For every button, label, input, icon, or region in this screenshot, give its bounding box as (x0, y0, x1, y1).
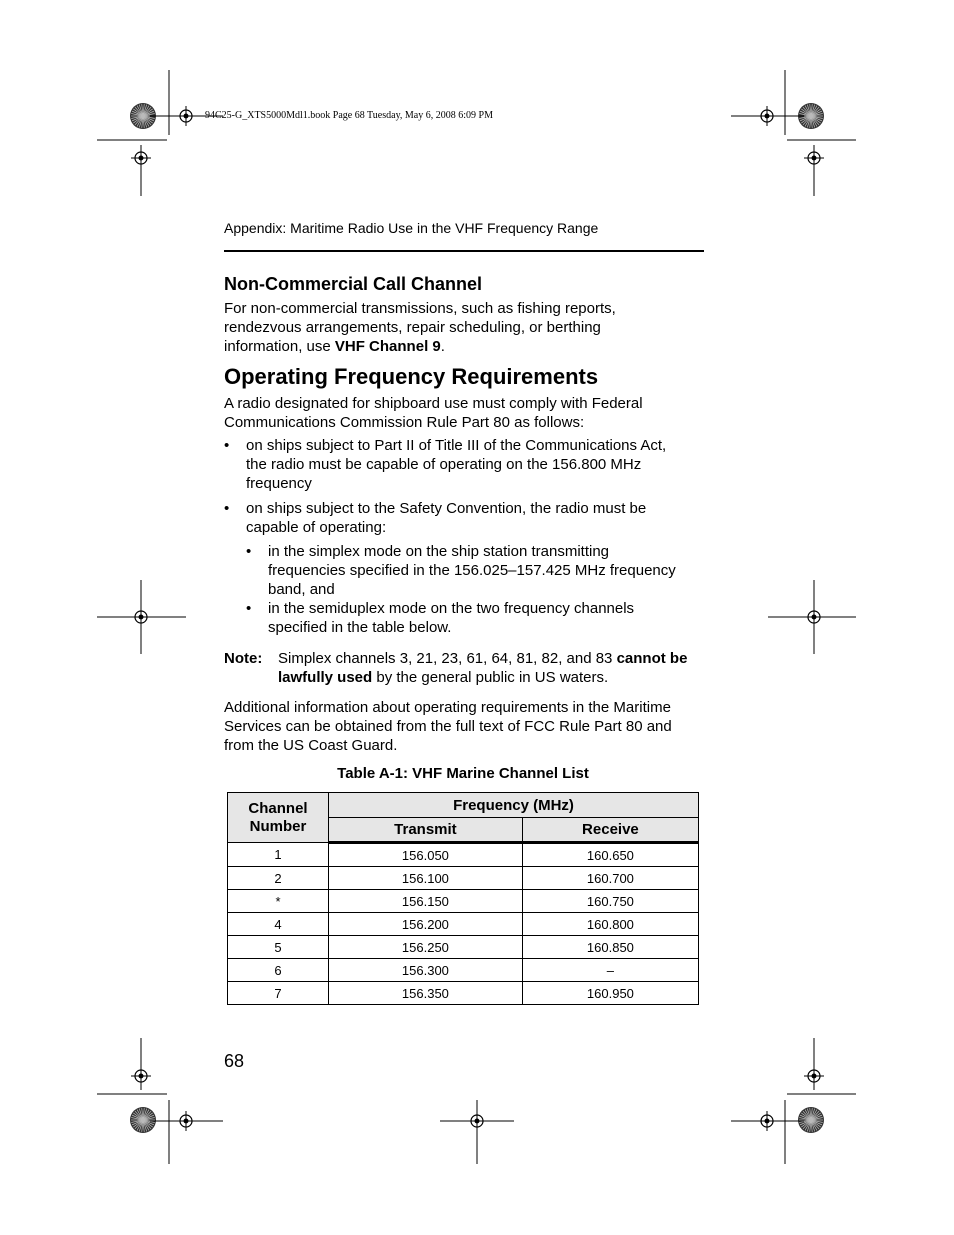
bullet-item (224, 436, 706, 493)
text-line: on ships subject to the Safety Convention, the radio must be (246, 500, 647, 517)
print-info-line: 94C25-G_XTS5000Mdl1.book Page 68 Tuesday, May 6, 2008 6:09 PM (205, 110, 493, 121)
text-line: For non-commercial transmissions, such as fishing reports, (224, 300, 616, 317)
table-row (228, 890, 699, 913)
cell-transmit: 156.250 (329, 936, 523, 959)
text-line: in the semiduplex mode on the two frequency channels (268, 600, 635, 617)
cell-receive: 160.950 (522, 982, 698, 1005)
text-line: frequency (246, 475, 312, 492)
text-line (278, 649, 706, 668)
vhf-channel-table (227, 792, 699, 1005)
header-rule (224, 250, 704, 252)
table-row (228, 843, 699, 867)
table-row (228, 867, 699, 890)
header-frequency: Frequency (MHz) (329, 793, 699, 818)
note-text (278, 649, 706, 687)
table-row (228, 959, 699, 982)
text-span: . (440, 338, 445, 355)
table-row (228, 982, 699, 1005)
text-line: A radio designated for shipboard use must comply with Federal (224, 395, 643, 412)
text-line (278, 668, 706, 687)
cell-transmit: 156.350 (329, 982, 523, 1005)
header-receive: Receive (522, 818, 698, 843)
header-text: Channel (248, 799, 308, 817)
operating-intro (224, 394, 706, 432)
sub-bullet-item (246, 599, 706, 637)
running-header: Appendix: Maritime Radio Use in the VHF Frequency Range (224, 220, 599, 236)
table-row (228, 936, 699, 959)
cell-channel: 4 (228, 913, 329, 936)
bullet-text (268, 599, 634, 637)
cell-receive: 160.850 (522, 936, 698, 959)
text-span: Simplex channels 3, 21, 23, 61, 64, 81, 82, and 83 (278, 650, 617, 667)
cell-channel: 5 (228, 936, 329, 959)
text-line: band, and (268, 581, 335, 598)
noncommercial-paragraph (224, 299, 706, 356)
text-line: from the US Coast Guard. (224, 737, 398, 754)
additional-info-paragraph (224, 698, 706, 755)
header-text: Number (249, 817, 307, 835)
note-emphasis: cannot be (616, 650, 688, 667)
cell-transmit: 156.100 (329, 867, 523, 890)
text-line: Additional information about operating requirements in the Maritime (224, 699, 671, 716)
text-line: rendezvous arrangements, repair scheduling, or berthing (224, 319, 601, 336)
header-transmit: Transmit (329, 818, 523, 843)
text-span: by the general public in US waters. (372, 669, 609, 686)
bullet-text (246, 436, 666, 493)
bullet-marker: • (224, 500, 230, 517)
bullet-text (246, 499, 646, 537)
vhf-channel-9-emphasis: VHF Channel 9 (334, 338, 441, 355)
bullet-item (224, 499, 706, 537)
text-line: on ships subject to Part II of Title III of the Communications Act, (246, 437, 667, 454)
note-emphasis: lawfully used (278, 669, 373, 686)
text-line: frequencies specified in the 156.025–157.425 MHz frequency (268, 562, 676, 579)
cell-transmit: 156.050 (329, 843, 523, 867)
noncommercial-heading: Non-Commercial Call Channel (224, 274, 483, 294)
cell-receive: – (522, 959, 698, 982)
page-number: 68 (224, 1051, 245, 1071)
bullet-marker: • (246, 543, 252, 560)
cell-transmit: 156.300 (329, 959, 523, 982)
text-line: Services can be obtained from the full text of FCC Rule Part 80 and (224, 718, 672, 735)
cell-transmit: 156.150 (329, 890, 523, 913)
bullet-marker: • (246, 600, 252, 617)
cell-transmit: 156.200 (329, 913, 523, 936)
cell-receive: 160.750 (522, 890, 698, 913)
text-line: Communications Commission Rule Part 80 as follows: (224, 414, 585, 431)
cell-channel: * (228, 890, 329, 913)
text-line: capable of operating: (246, 519, 387, 536)
sub-bullet-item (246, 542, 706, 599)
header-channel-number (228, 793, 329, 843)
text-line (224, 337, 706, 356)
cell-channel: 7 (228, 982, 329, 1005)
operating-heading: Operating Frequency Requirements (224, 364, 599, 389)
text-line: the radio must be capable of operating on the 156.800 MHz (246, 456, 642, 473)
text-span: information, use (224, 338, 335, 355)
text-line: in the simplex mode on the ship station transmitting (268, 543, 610, 560)
bullet-marker: • (224, 437, 230, 454)
note-label: Note: (224, 650, 263, 667)
cell-channel: 6 (228, 959, 329, 982)
cell-receive: 160.650 (522, 843, 698, 867)
cell-channel: 1 (228, 843, 329, 867)
cell-receive: 160.800 (522, 913, 698, 936)
table-row (228, 913, 699, 936)
cell-channel: 2 (228, 867, 329, 890)
table-caption: Table A-1: VHF Marine Channel List (337, 765, 589, 782)
cell-receive: 160.700 (522, 867, 698, 890)
text-line: specified in the table below. (268, 619, 452, 636)
bullet-text (268, 542, 676, 599)
